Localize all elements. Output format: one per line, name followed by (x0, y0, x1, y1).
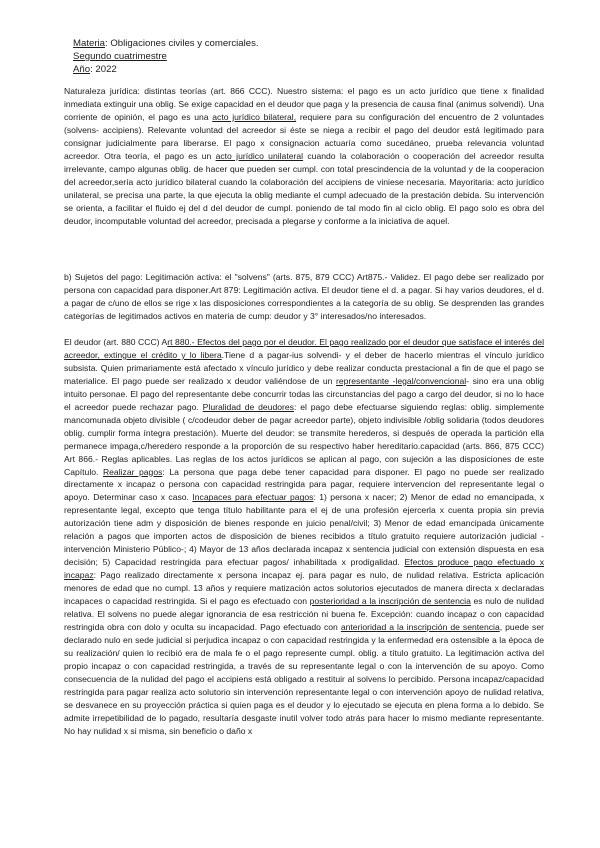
year-label: Año (73, 64, 91, 75)
materia-value: : Obligaciones civiles y comerciales. (105, 38, 259, 49)
underlined-text: Pluralidad de deudores (202, 401, 294, 412)
year-value: : 2022 (90, 64, 117, 75)
underlined-text: Incapaces para efectuar pagos (192, 492, 314, 503)
text-run: El deudor (art. 880 CCC) A (64, 337, 168, 347)
document-header (73, 37, 259, 76)
materia-label: Materia (73, 38, 105, 49)
text-run: : La persona que paga debe tener capacidad para disponer. El pago no puede ser realizado directamente x incapaz o persona con capacidad restringida para pagar, requiere intervencion del representante legal o apoyo. Determinar caso x caso. (64, 466, 544, 503)
text-run: Naturaleza jurídica: distintas teorías (art. 866 CCC). Nuestro sistema: el pago es un acto jurídico que tiene x finalidad inmediata extinguir una oblig. Se exige capacidad en el deudor que paga y la presencia de causa final (animus solvendi). Una corriente de opinión, el pago es una (64, 86, 544, 122)
paragraph-naturaleza-juridica (64, 85, 544, 227)
underlined-text: anterioridad a la inscripción de sentencia (340, 621, 500, 632)
text-run: es nulo de nulidad relativa. El solvens no puede alegar ignorancia de esa restricción ni buena fe. Excepción: cuando incapaz o con capacidad restringida obra con dolo y oculta su incapacidad. Pago efectuado con (64, 596, 544, 632)
underlined-text: posterioridad a la inscripción de sentencia (309, 596, 471, 607)
paragraph-el-deudor (64, 336, 544, 738)
semester-line (73, 50, 259, 63)
semester-label: Segundo cuatrimestre (73, 51, 167, 62)
materia-line (73, 37, 259, 50)
text-run: .Tiene d a pagar-ius solvendi- y el deber de hacerlo mientras el vínculo jurídico subsista. Quien primariamente está afectado x vínculo jurídico y debe realizar conducta prestacional a fin de que el pago se materialice. El pago puede ser realizado x deudor valiéndose de un (64, 349, 544, 386)
underlined-text: acto jurídico bilateral, (212, 111, 297, 122)
text-run: requiere para su configuración del encuentro de 2 voluntades (solvens- accipiens). Relevante voluntad del acreedor si éste se niega a recibir el pago del deudor está legitimado para consignar judicialmente para liberarse. El pago x consignacion actuaría como sucedáneo, prueba relevancia voluntad acreedor. Otra teoría, el pago es un (64, 111, 544, 161)
year-line (73, 63, 259, 76)
text-run: , puede ser declarado nulo en sede judicial si perjudica incapaz o con capacidad restringida y la enfermedad era ostensible a la época de su realización/ quien lo recibió era de mala fe o el pago represente cumpl. oblig. a título gratuito. La legitimación activa del propio incapaz o con capacidad restringida, a través de su representante legal o con la intervención de su apoyo. Como consecuencia de la nulidad del pago el accipiens está obligado a restituir al solvens lo percibido. Persona incapaz/capacidad restringida para pagar realiza acto solutorio sin intervención representante legal o con intervención apoyo de nulidad relativa, se desvanece en su proyección práctica si quien paga es el deudor y lo ejecutado se ejecuta en plena forma a lo debido. Se admite irrepetibilidad de lo pagado, resultaría desgaste inutil volver todo atrás para hacer lo mismo mediante representante. No hay nulidad x si misma, sin beneficio o daño x (64, 621, 544, 736)
text-run: - sino era una oblig intuito personae. El pago del representante debe concurrir todas las circunstancias del pago a cargo del deudor, si no lo hace el acreedor puede rechazar pago. (64, 375, 545, 412)
underlined-text: Efectos produce pago efectuado x incapaz (64, 557, 544, 581)
underlined-text: Realizar pagos (102, 466, 163, 477)
text-run: : 1) persona x nacer; 2) Menor de edad no emancipada, x representante legal, excepto que tenga título habilitante para el ej de una profesión ejercerla x cuenta propia sin previa autorización tiene adm y disposición de bienes responde en juicio penal/civil; 3) Menor de edad emancipada únicamente relación a pagos que importen actos de disposición de bienes recibidos a título gratuito requiere autorización judicial - intervención Ministerio Público-; 4) Mayor de 13 años declarada incapaz x sentencia judicial con extensión dispuesta en esa decisión; 5) Capacidad restringida para efectuar pagos/ inhabilitada x prodigalidad. (64, 492, 544, 568)
text-run: cuando la colaboración o cooperación del acreedor resulta irrelevante, campo algunas oblig. de hacer que pueden ser cumpl. con total prescindencia de la voluntad y de la cooperacion del acreedor,sería acto jurídico bilateral cuando la colaboración del accipiens de viniese necesaria. Mayoritaria: acto jurídico unilateral, se precisa una parte, la que ejecuta la oblig mediante el cumpl adecuado de la prestación debida. Su intervención se orienta, a facilitar el fluido ej del d del deudor de cumpl. poniendo de tal modo fin al ciclo oblig. El pago solo es obra del deudor, incomputable voluntad del acreedor, precisada a plegarse y conforme a la iniciativa de aquel. (64, 150, 545, 226)
paragraph-sujetos-del-pago (64, 271, 544, 323)
underlined-text: rt 880.- Efectos del pago por el deudor. El pago realizado por el deudor que satisface el interés del acreedor, extingue el crédito y lo libera (64, 337, 544, 360)
text-run: b) Sujetos del pago: Legitimación activa: el "solvens" (arts. 875, 879 CCC) Art875.- Validez. El pago debe ser realizado por persona con capacidad para disponer.Art 879: Legitimación activa. El deudor tiene el d. a pagar. Si hay varios deudores, el d. a pagar de c/uno de ellos se rige x las disposiciones correspondientes a la categoría de su oblig. Se desprenden las grandes categorías de legitimados activos en materia de cump: deudor y 3° interesados/no interesados. (64, 272, 544, 321)
underlined-text: acto jurídico unilateral (215, 150, 304, 161)
text-run: : Pago realizado directamente x persona incapaz ej. para pagar es nulo, de nulidad relativa. Estricta aplicación menores de edad que no cumpl. 13 años y requiere matización actos solutorios ejecutados de manera directa x declaradas incapaces o capacidad restringida. Si el pago es efectuado con (64, 570, 544, 607)
text-run: : el pago debe efectuarse siguiendo reglas: oblig. simplemente mancomunada objeto divisible ( c/codeudor deber de pagar acreedor parte), objeto indivisible /oblig solidaria (todos deudores oblig. cumplir forma íntegra prestación). Muerte del deudor: se transmite herederos, si después de operada la partición ella permanece impaga,c/heredero responde a la proporción de su respectivo haber hereditario.capacidad (arts. 866, 875 CCC) Art 866.- Reglas aplicables. Las reglas de los actos jurídicos se aplican al pago, con sujeción a las disposiciones de este Capítulo. (64, 401, 545, 477)
underlined-text: representante -legal/convencional (335, 375, 467, 386)
